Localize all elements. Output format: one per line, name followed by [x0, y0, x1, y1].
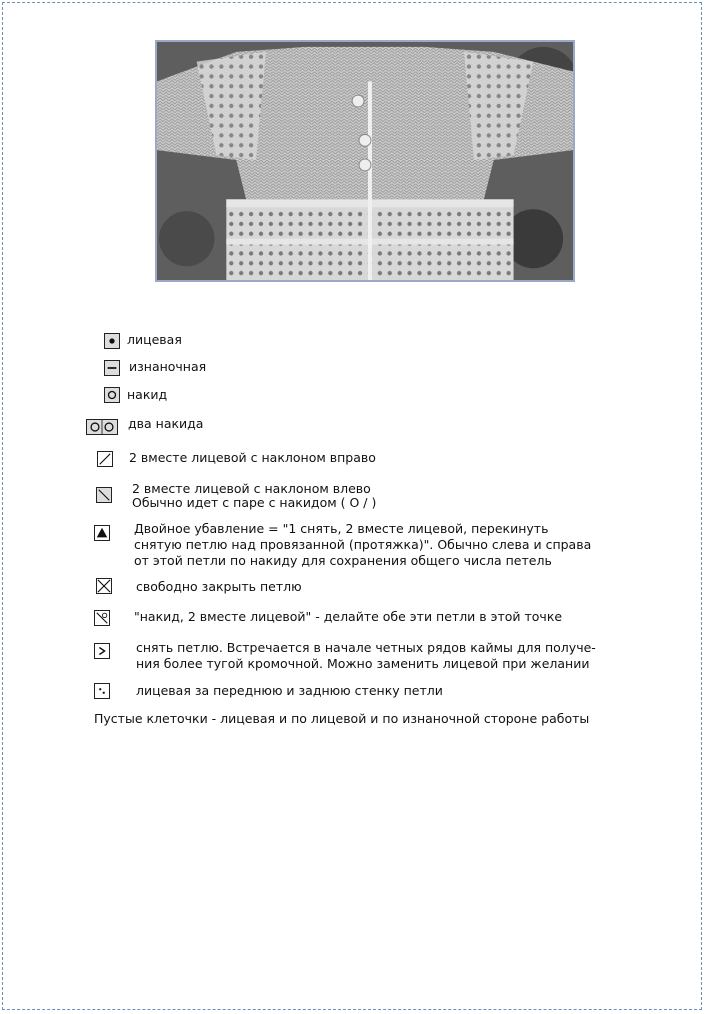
legend-bind-off: свободно закрыть петлю: [136, 579, 302, 594]
legend-knit: лицевая: [127, 332, 182, 347]
legend-double-decrease-line3: от этой петли по накиду для сохранения общего числа петель: [134, 553, 552, 568]
legend-k2tog-left-line2: Обычно идет с паре с накидом ( O / ): [132, 495, 377, 510]
knitted-garment-photo: [155, 40, 575, 282]
purl-symbol-icon: [104, 360, 120, 376]
k2tog-left-slant-icon: [96, 487, 112, 503]
double-decrease-triangle-icon: [94, 525, 110, 541]
legend-double-yarn-over: два накида: [128, 416, 204, 431]
legend-purl: изнаночная: [129, 359, 207, 374]
knit-symbol-icon: [104, 333, 120, 349]
legend-double-decrease-line2: снятую петлю над провязанной (протяжка)". Обычно слева и справа: [134, 537, 592, 552]
legend-yarn-over: накид: [127, 387, 168, 402]
yarn-over-symbol-icon: [104, 387, 120, 403]
legend-yo-k2tog: "накид, 2 вместе лицевой" - делайте обе эти петли в этой точке: [134, 609, 563, 624]
double-yarn-over-symbol-icon: [86, 419, 118, 435]
legend-kfb: лицевая за переднюю и заднюю стенку петли: [136, 683, 443, 698]
legend-k2tog-left-line1: 2 вместе лицевой с наклоном влево: [132, 481, 371, 496]
footer-note: Пустые клеточки - лицевая и по лицевой и по изнаночной стороне работы: [94, 711, 590, 726]
slip-stitch-icon: [94, 643, 110, 659]
legend-slip-line1: снять петлю. Встречается в начале четных рядов каймы для получе-: [136, 640, 596, 655]
legend-double-decrease-line1: Двойное убавление = "1 снять, 2 вместе лицевой, перекинуть: [134, 521, 549, 536]
legend-slip-line2: ния более тугой кромочной. Можно заменить лицевой при желании: [136, 656, 590, 671]
legend-k2tog-right: 2 вместе лицевой с наклоном вправо: [129, 450, 376, 465]
k2tog-right-slant-icon: [97, 451, 113, 467]
bind-off-x-icon: [96, 578, 112, 594]
yo-k2tog-icon: [94, 610, 110, 626]
kfb-dots-icon: [94, 683, 110, 699]
